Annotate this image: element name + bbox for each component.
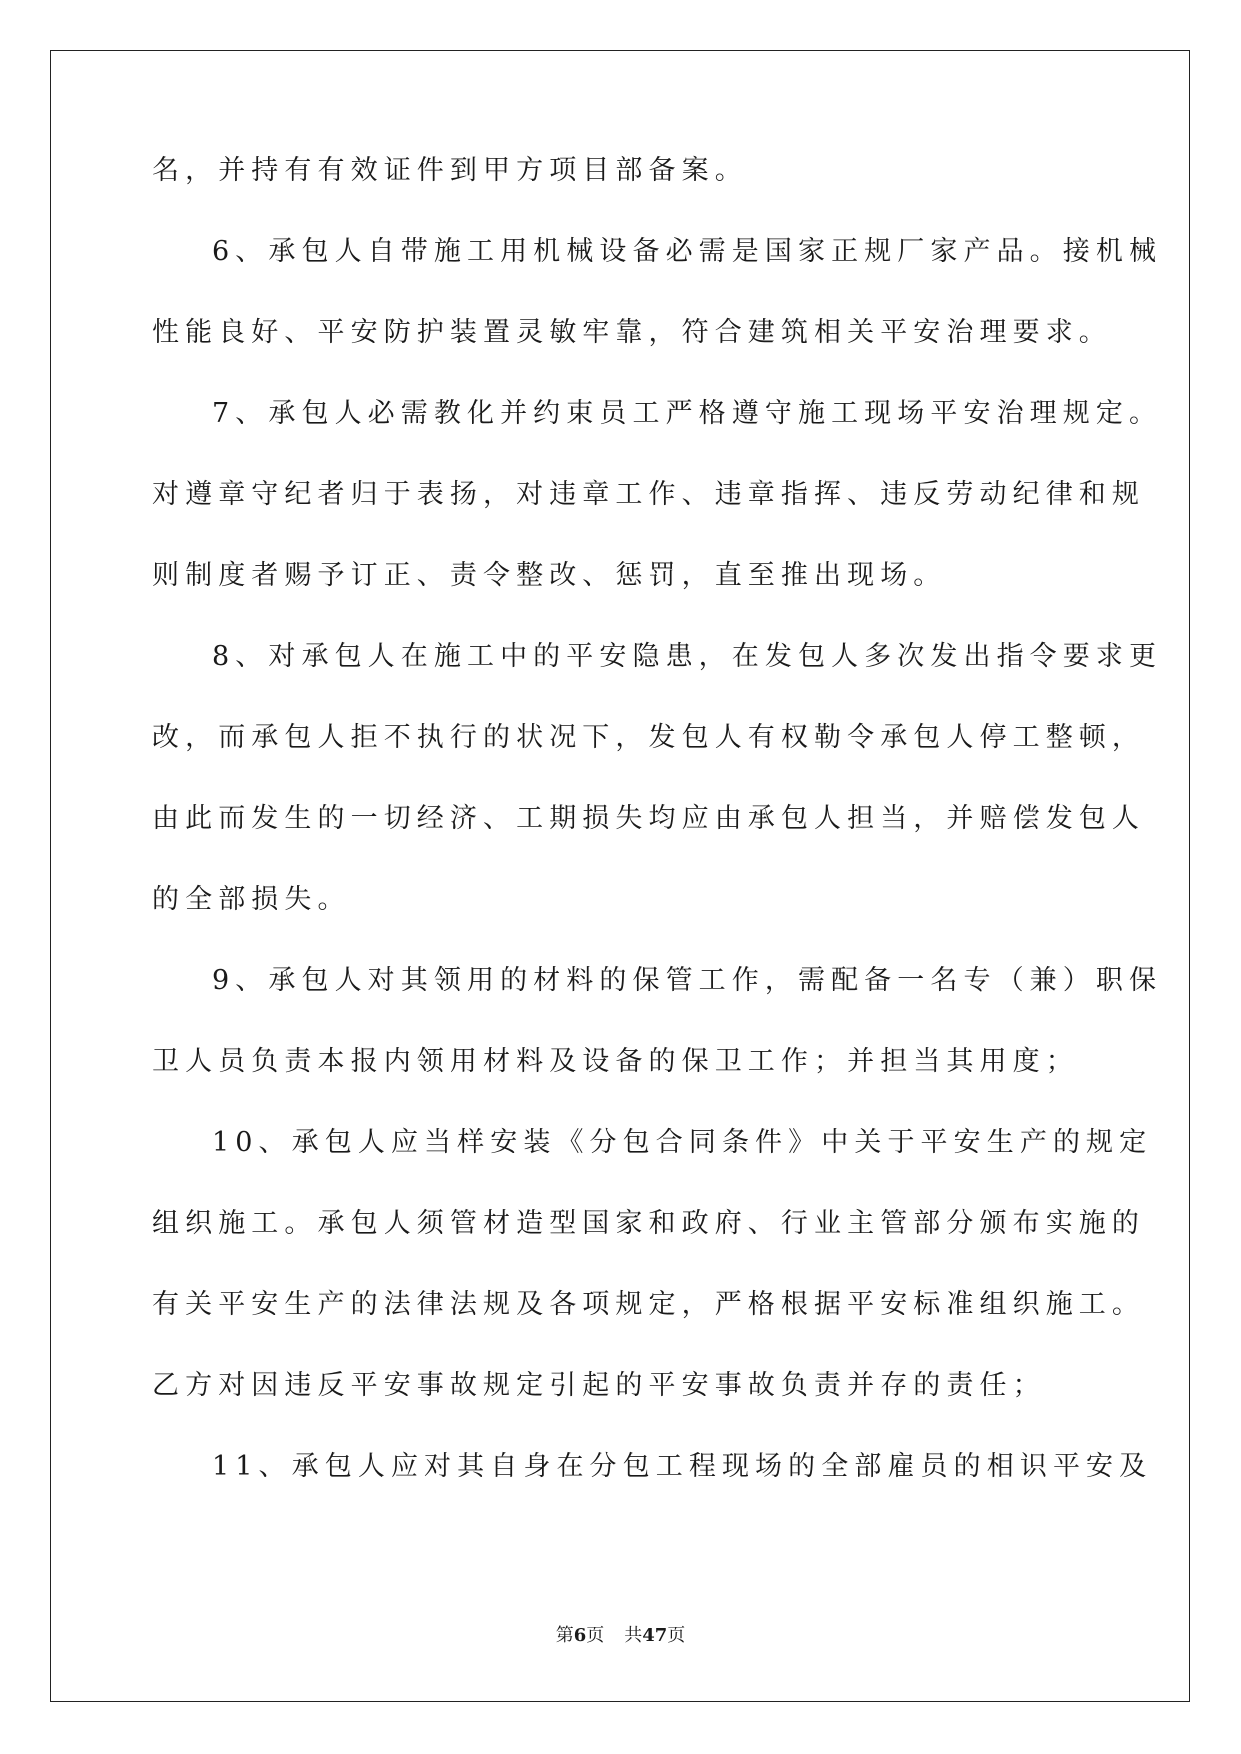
text-line: 名，并持有有效证件到甲方项目部备案。 xyxy=(152,155,748,186)
paragraph-8-start: 8、对承包人在施工中的平安隐患，在发包人多次发出指令要求更 xyxy=(212,641,1163,672)
text-line: 则制度者赐予订正、责令整改、惩罚，直至推出现场。 xyxy=(152,560,947,591)
text-line: 组织施工。承包人须管材造型国家和政府、行业主管部分颁布实施的 xyxy=(152,1208,1145,1239)
page-prefix: 第 xyxy=(555,1625,574,1646)
text-line: 卫人员负责本报内领用材料及设备的保卫工作；并担当其用度； xyxy=(152,1046,1079,1077)
paragraph-6-start: 6、承包人自带施工用机械设备必需是国家正规厂家产品。接机械 xyxy=(212,236,1163,267)
total-prefix: 共 xyxy=(624,1625,643,1646)
document-body xyxy=(152,155,1163,1534)
paragraph-7-start: 7、承包人必需教化并约束员工严格遵守施工现场平安治理规定。 xyxy=(212,398,1163,429)
text-line: 性能良好、平安防护装置灵敏牢靠，符合建筑相关平安治理要求。 xyxy=(152,317,1112,348)
page-number: 6 xyxy=(573,1625,587,1646)
text-line: 改，而承包人拒不执行的状况下，发包人有权勒令承包人停工整顿， xyxy=(152,722,1145,753)
text-line: 由此而发生的一切经济、工期损失均应由承包人担当，并赔偿发包人 xyxy=(152,803,1145,834)
paragraph-10-start: 10、承包人应当样安装《分包合同条件》中关于平安生产的规定 xyxy=(212,1127,1153,1158)
text-line: 有关平安生产的法律法规及各项规定，严格根据平安标准组织施工。 xyxy=(152,1289,1145,1320)
page-suffix: 页 xyxy=(586,1625,605,1646)
total-pages: 47 xyxy=(642,1625,668,1646)
text-line: 乙方对因违反平安事故规定引起的平安事故负责并存的责任； xyxy=(152,1370,1046,1401)
paragraph-11-start: 11、承包人应对其自身在分包工程现场的全部雇员的相识平安及 xyxy=(212,1451,1153,1482)
page-footer xyxy=(0,1625,1241,1647)
total-suffix: 页 xyxy=(667,1625,686,1646)
text-line: 对遵章守纪者归于表扬，对违章工作、违章指挥、违反劳动纪律和规 xyxy=(152,479,1145,510)
paragraph-9-start: 9、承包人对其领用的材料的保管工作，需配备一名专（兼）职保 xyxy=(212,965,1163,996)
text-line: 的全部损失。 xyxy=(152,884,351,915)
